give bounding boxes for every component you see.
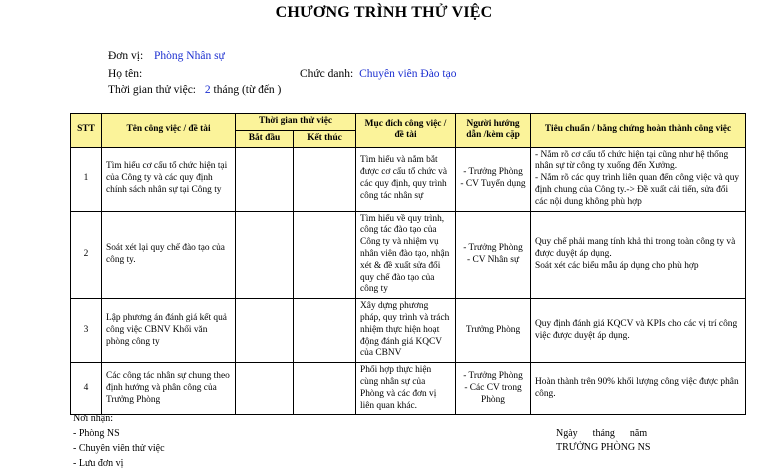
header-criteria: Tiêu chuẩn / bằng chứng hoàn thành công việc <box>531 114 746 148</box>
row-purpose: Xây dựng phương pháp, quy trình và trách nhiệm thực hiện hoạt động đánh giá KQCV của CBNV <box>356 299 456 363</box>
recipient-item: - Phòng NS <box>73 428 120 439</box>
row-purpose: Tìm hiểu về quy trình, công tác đào tạo của Công ty và nhiệm vụ nhân viên đào tạo, nhận xét & đề xuất sửa đổi quy chế đào tạo của công ty <box>356 211 456 299</box>
row-task: Soát xét lại quy chế đào tạo của công ty. <box>102 211 236 299</box>
table-row <box>71 363 746 415</box>
criteria-line: Quy định đánh giá KQCV và KPIs cho các vị trí công việc được duyệt áp dụng. <box>535 318 738 341</box>
row-start <box>236 211 294 299</box>
row-start <box>236 147 294 211</box>
criteria-line: Quy chế phải mang tính khả thi trong toàn công ty và được duyệt áp dụng. <box>535 237 736 259</box>
row-stt: 1 <box>71 147 102 211</box>
mentor-line: - Trưởng Phòng <box>463 371 523 382</box>
mentor-line: - Trưởng Phòng <box>463 167 523 178</box>
row-mentor <box>456 299 531 363</box>
recipients-label: Nơi nhận: <box>73 413 114 424</box>
signer-title: TRƯỞNG PHÒNG NS <box>556 442 651 453</box>
row-end <box>294 211 356 299</box>
row-stt: 2 <box>71 211 102 299</box>
recipient-item: - Chuyên viên thử việc <box>73 443 165 454</box>
row-end <box>294 147 356 211</box>
row-criteria <box>531 363 746 415</box>
header-time: Thời gian thử việc <box>236 114 356 131</box>
mentor-line: - CV Tuyển dụng <box>460 179 526 190</box>
mentor-line: - Các CV trong Phòng <box>464 382 522 405</box>
table-row <box>71 147 746 211</box>
row-start <box>236 299 294 363</box>
position-line <box>300 68 456 80</box>
mentor-line: - CV Nhân sự <box>466 254 520 265</box>
row-criteria <box>531 211 746 299</box>
period-label: Thời gian thử việc: <box>108 84 197 96</box>
row-task: Các công tác nhân sự chung theo định hướng và phân công của Trưởng Phòng <box>102 363 236 415</box>
header-purpose: Mục đích công việc / đề tài <box>356 114 456 148</box>
mentor-line: - Trưởng Phòng <box>463 243 523 254</box>
table-row <box>71 211 746 299</box>
unit-value: Phòng Nhân sự <box>154 50 225 62</box>
row-purpose: Phối hợp thực hiện cùng nhân sự của Phòng và các đơn vị liên quan khác. <box>356 363 456 415</box>
table-row <box>71 299 746 363</box>
period-value: 2 <box>204 84 211 96</box>
unit-label: Đơn vị: <box>108 50 144 62</box>
row-stt: 3 <box>71 299 102 363</box>
header-stt: STT <box>71 114 102 148</box>
criteria-line: Hoàn thành trên 90% khối lượng công việc được phân công. <box>535 376 739 399</box>
position-value: Chuyên viên Đào tạo <box>359 68 457 80</box>
recipient-item: - Lưu đơn vị <box>73 458 124 469</box>
criteria-line: - Nắm rõ các quy trình liên quan đến công việc và quy định chung của Công ty.-> Đề xuất cải tiến, sửa đổi các nội dung không phù hợp <box>535 173 740 207</box>
row-stt: 4 <box>71 363 102 415</box>
date-line: Ngày tháng năm <box>556 428 648 439</box>
header-start: Bắt đầu <box>236 130 294 147</box>
row-mentor <box>456 147 531 211</box>
row-end <box>294 363 356 415</box>
probation-table <box>70 113 746 415</box>
row-criteria <box>531 299 746 363</box>
header-mentor: Người hướng dẫn /kèm cặp <box>456 114 531 148</box>
position-label: Chức danh: <box>300 68 354 80</box>
row-task: Tìm hiểu cơ cấu tổ chức hiện tại của Công ty và các quy định chính sách nhân sự tại Công ty <box>102 147 236 211</box>
mentor-line: Trưởng Phòng <box>465 324 521 335</box>
row-task: Lập phương án đánh giá kết quả công việc CBNV Khối văn phòng công ty <box>102 299 236 363</box>
period-line <box>108 84 281 96</box>
row-criteria <box>531 147 746 211</box>
header-end: Kết thúc <box>294 130 356 147</box>
row-mentor <box>456 363 531 415</box>
row-start <box>236 363 294 415</box>
unit-line <box>108 50 225 62</box>
criteria-line: Soát xét các biểu mẫu áp dụng cho phù hợp <box>535 260 699 271</box>
header-task: Tên công việc / đề tài <box>102 114 236 148</box>
row-purpose: Tìm hiểu và nắm bắt được cơ cấu tổ chức và các quy định, quy trình công tác nhân sự <box>356 147 456 211</box>
name-label: Họ tên: <box>108 68 143 80</box>
document-title: CHƯƠNG TRÌNH THỬ VIỆC <box>275 4 493 21</box>
period-suffix: tháng (từ đến ) <box>213 84 282 96</box>
row-end <box>294 299 356 363</box>
criteria-line: - Nắm rõ cơ cấu tổ chức hiện tại cũng như hệ thống nhân sự từ công ty xuống đến Xưởng. <box>535 149 729 172</box>
recipients-block <box>73 411 165 471</box>
row-mentor <box>456 211 531 299</box>
